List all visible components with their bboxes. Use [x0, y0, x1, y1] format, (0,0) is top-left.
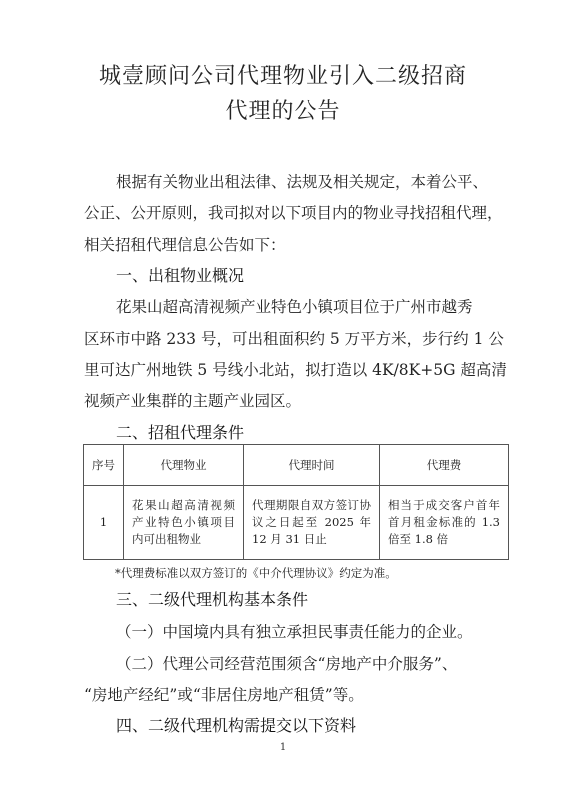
section-1-line-1: 花果山超高清视频产业特色小镇项目位于广州市越秀: [116, 298, 473, 316]
document-title-line-1: 城壹顾问公司代理物业引入二级招商: [98, 64, 467, 89]
table-note: *代理费标准以双方签订的《中介代理协议》约定为准。: [115, 566, 397, 580]
section-3-item-2-line-2: “房地产经纪”或“非居住房地产租赁”等。: [84, 686, 364, 704]
intro-line-3: 相关招租代理信息公告如下：: [84, 236, 286, 254]
section-1-line-3: 里可达广州地铁 5 号线小北站，拟打造以 4K/8K+5G 超高清: [84, 361, 507, 379]
table-header-period: 代理时间: [244, 445, 380, 485]
page-number: 1: [279, 742, 287, 753]
agency-conditions-table: [83, 444, 509, 560]
section-3-item-1: （一）中国境内具有独立承担民事责任能力的企业。: [116, 623, 473, 641]
table-row: [84, 485, 508, 559]
intro-line-2: 公正、公开原则，我司拟对以下项目内的物业寻找招租代理，: [84, 204, 503, 222]
section-4-heading: 四、二级代理机构需提交以下资料: [116, 716, 357, 735]
table-cell-index: 1: [84, 485, 124, 559]
section-3-item-2-line-1: （二）代理公司经营范围须含“房地产中介服务”、: [116, 655, 458, 673]
document-title-line-2: 代理的公告: [225, 99, 341, 124]
section-3-heading: 三、二级代理机构基本条件: [116, 590, 309, 609]
section-2-heading: 二、招租代理条件: [116, 423, 245, 442]
table-cell-period: 代理期限自双方签订协议之日起至 2025 年 12 月 31 日止: [244, 485, 380, 559]
table-header-fee: 代理费: [426, 457, 462, 472]
section-1-line-2: 区环市中路 233 号，可出租面积约 5 万平方米，步行约 1 公: [84, 330, 504, 348]
table-header-row: [84, 445, 508, 486]
table-header-property: 代理物业: [124, 445, 244, 485]
section-1-line-4: 视频产业集群的主题产业园区。: [84, 392, 302, 410]
section-1-heading: 一、出租物业概况: [116, 266, 245, 285]
table-header-index: 序号: [84, 445, 124, 485]
table-cell-property: 花果山超高清视频产业特色小镇项目内可出租物业: [124, 485, 244, 559]
intro-line-1: 根据有关物业出租法律、法规及相关规定，本着公平、: [116, 173, 489, 191]
table-cell-fee: 相当于成交客户首年首月租金标准的 1.3 倍至 1.8 倍: [388, 497, 500, 546]
